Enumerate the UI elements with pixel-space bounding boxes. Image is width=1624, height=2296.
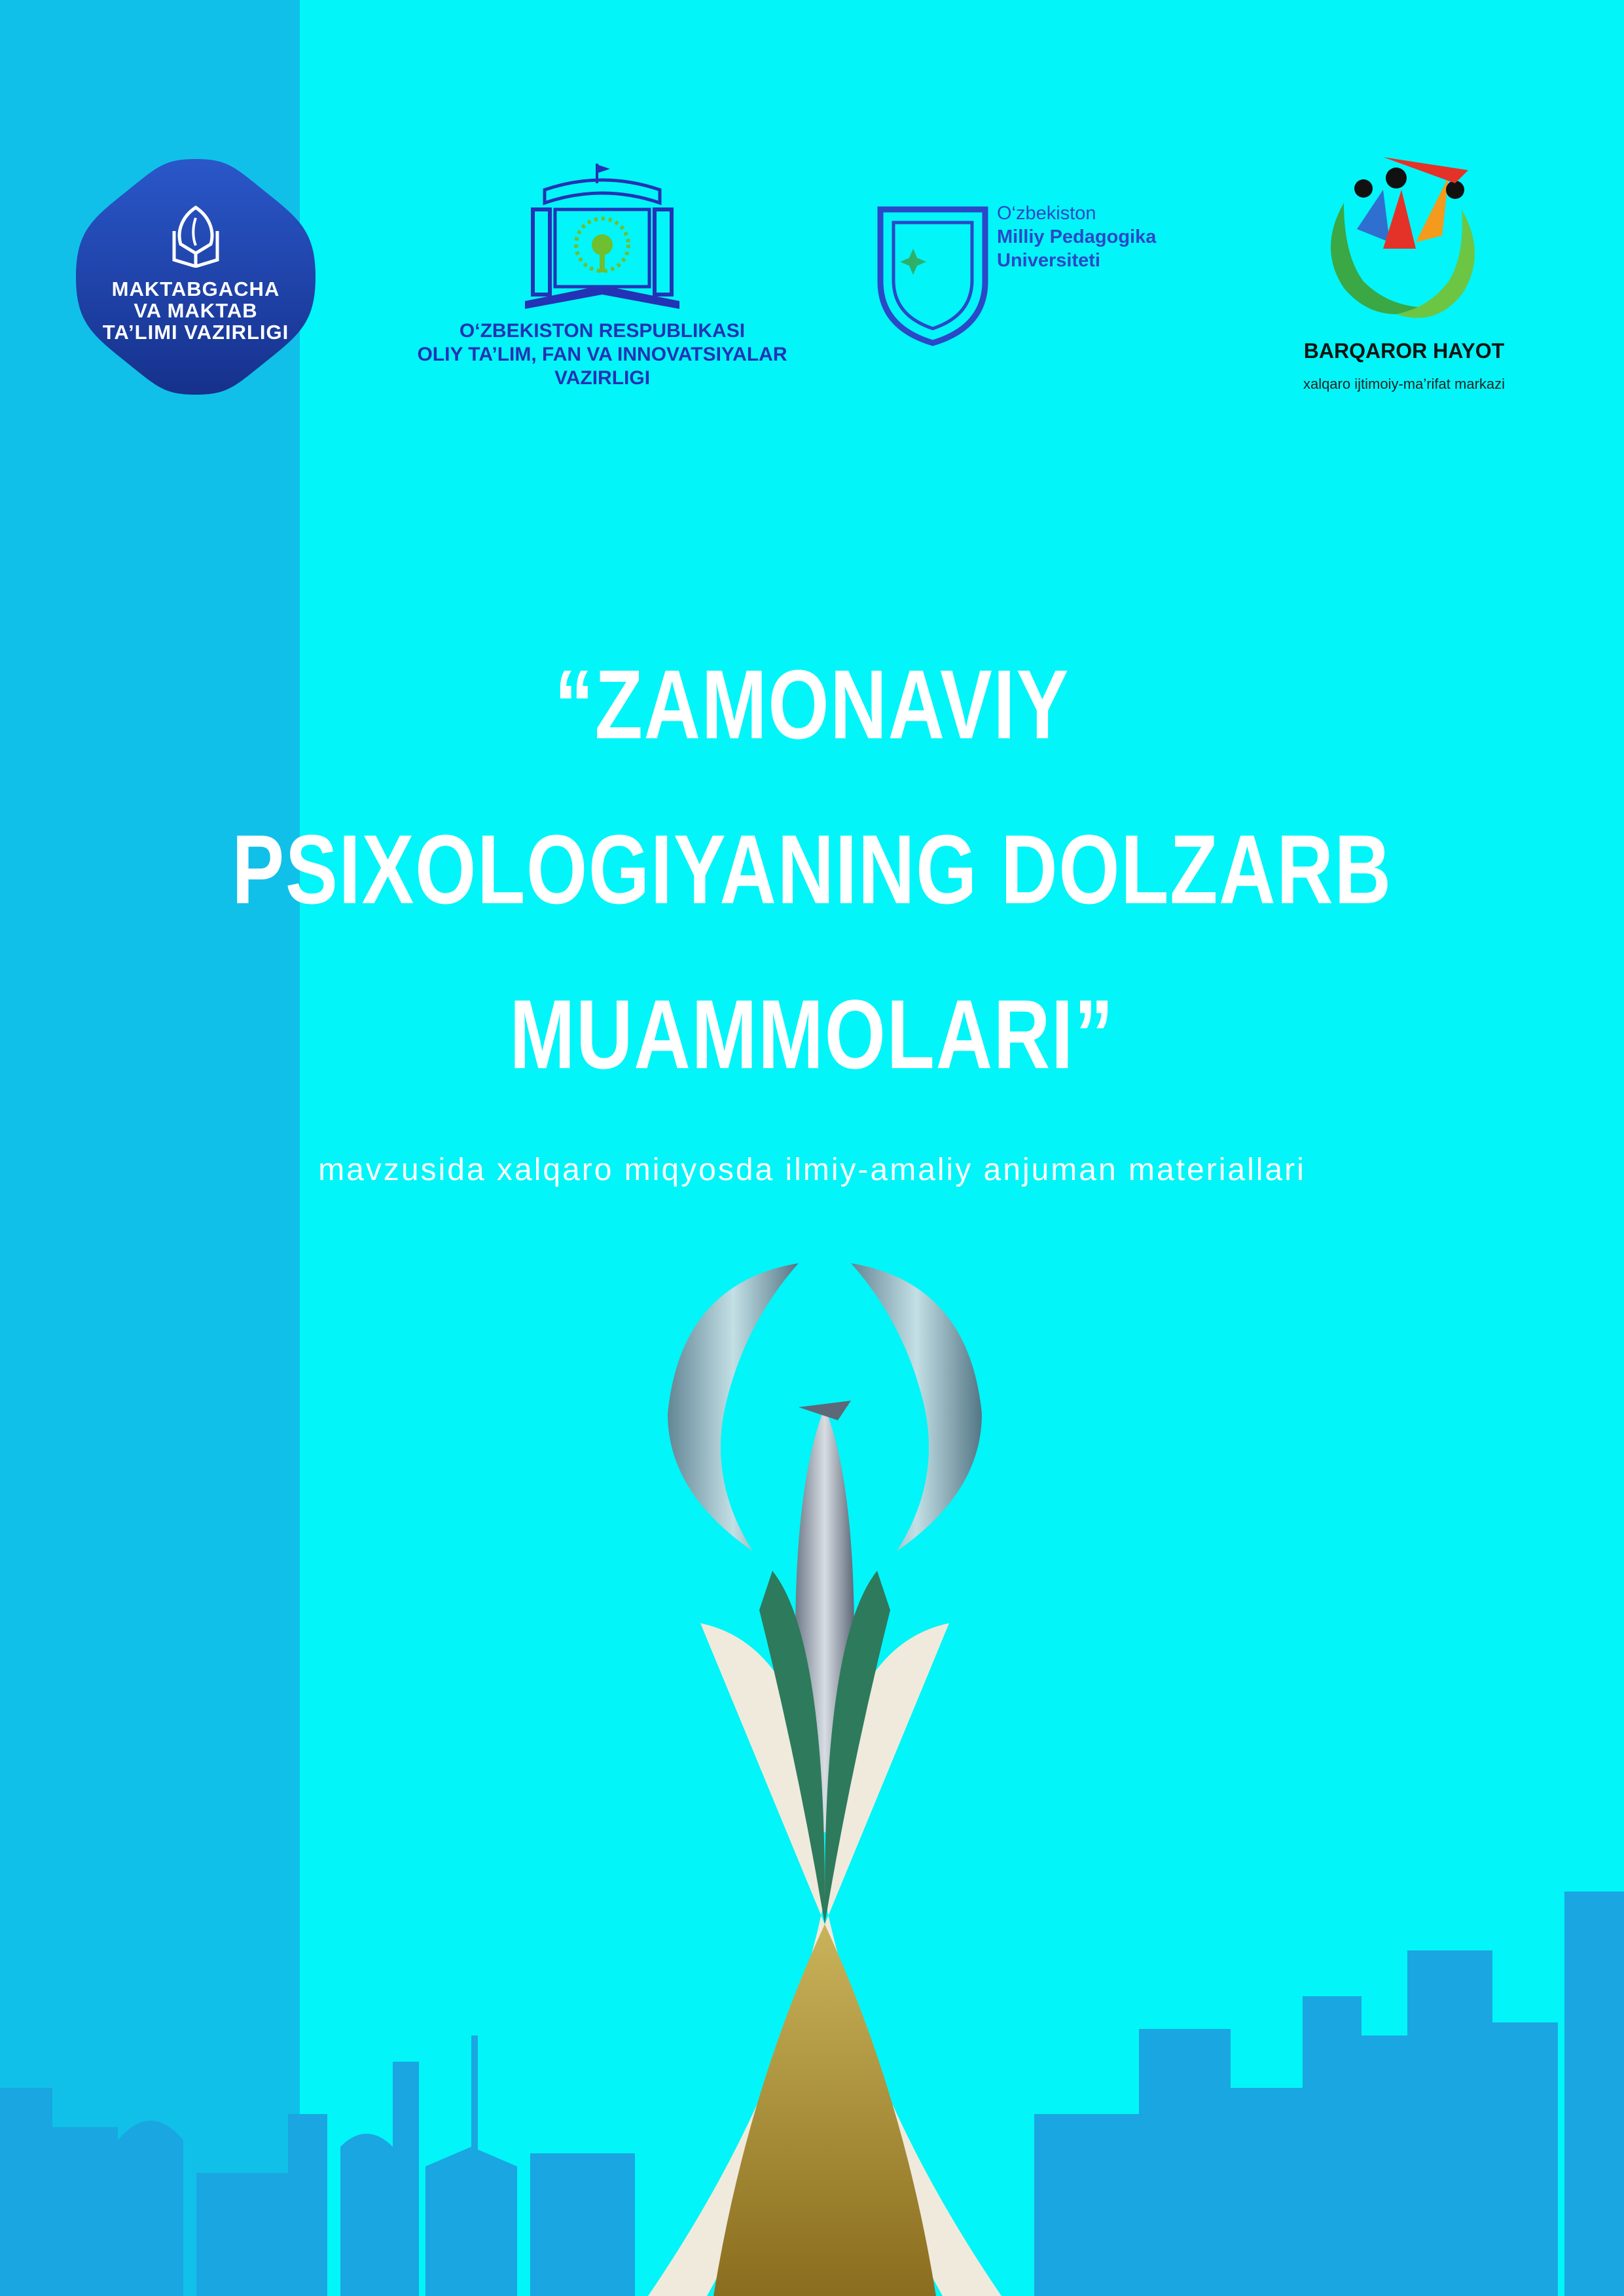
university-line: Milliy Pedagogika: [997, 226, 1157, 247]
title-line: PSIXOLOGIYANING DOLZARB: [232, 814, 1392, 924]
logo-pedagogical-university: [874, 196, 1214, 353]
building-emblem-icon: [518, 164, 686, 314]
monument-illustration: [628, 1244, 1021, 2296]
hands-people-icon: [1318, 151, 1488, 334]
shield-star-icon: [874, 203, 992, 348]
ministry-preschool-line: MAKTABGACHA: [111, 278, 280, 300]
ministry-higher-line: O‘ZBEKISTON RESPUBLIKASI: [459, 320, 746, 342]
title-line: “ZAMONAVIY: [554, 649, 1070, 759]
ministry-preschool-name: [71, 278, 321, 343]
ministry-preschool-line: TA’LIMI VAZIRLIGI: [102, 321, 289, 344]
ministry-preschool-line: VA MAKTAB: [134, 299, 258, 322]
university-name: [997, 202, 1219, 272]
ministry-higher-line: VAZIRLIGI: [554, 367, 651, 389]
university-line: O‘zbekiston: [997, 203, 1096, 224]
ministry-higher-name: [393, 319, 812, 390]
logo-higher-education-ministry: [393, 164, 812, 399]
ministry-badge-background: [71, 154, 321, 400]
page-title: [162, 622, 1462, 1117]
university-line: Universiteti: [997, 250, 1100, 271]
book-leaf-icon: [168, 205, 224, 268]
barqaror-subtitle: xalqaro ijtimoiy-ma’rifat markazi: [1303, 376, 1506, 392]
title-line: MUAMMOLARI”: [509, 979, 1115, 1089]
page-subtitle: mavzusida xalqaro miqyosda ilmiy-amaliy anjuman materiallari: [318, 1153, 1306, 1187]
logo-preschool-ministry: [71, 154, 321, 400]
barqaror-name: BARQAROR HAYOT: [1303, 339, 1505, 363]
ministry-higher-line: OLIY TA’LIM, FAN VA INNOVATSIYALAR: [417, 344, 787, 365]
logo-barqaror-hayot: [1267, 151, 1542, 399]
